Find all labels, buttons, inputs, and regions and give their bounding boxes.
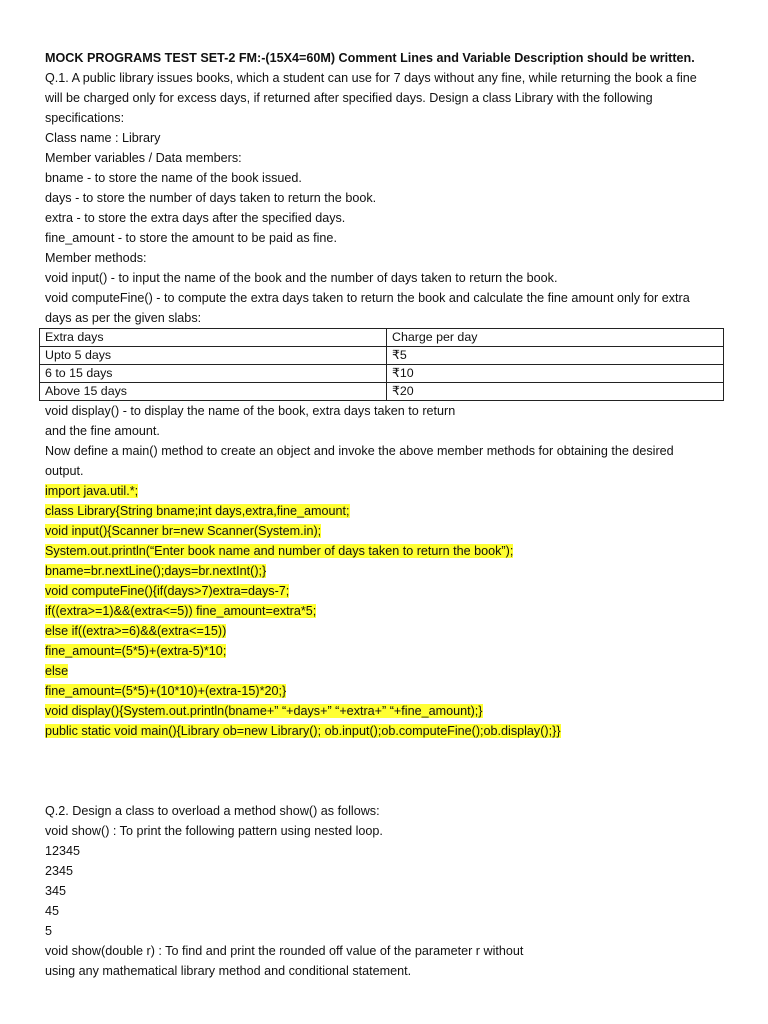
text-line-row <box>45 88 733 108</box>
text-line-row <box>45 421 733 441</box>
code-line: else if((extra>=6)&&(extra<=15)) <box>45 624 227 638</box>
table-header-row <box>40 329 724 347</box>
text-line: 345 <box>45 884 67 898</box>
q1-after-table <box>45 401 733 481</box>
text-line: output. <box>45 464 84 478</box>
text-line-row <box>45 441 733 461</box>
test-heading: MOCK PROGRAMS TEST SET-2 FM:-(15X4=60M) Comment Lines and Variable Description should be written. <box>45 51 695 65</box>
code-line-row <box>45 581 733 601</box>
code-line: class Library{String bname;int days,extra,fine_amount; <box>45 504 350 518</box>
text-line-row <box>45 308 733 328</box>
table-row <box>40 383 724 401</box>
text-line-row <box>45 268 733 288</box>
text-line: void show(double r) : To find and print the rounded off value of the parameter r without <box>45 944 524 958</box>
code-line: fine_amount=(5*5)+(extra-5)*10; <box>45 644 227 658</box>
text-line-row <box>45 401 733 421</box>
code-line: else <box>45 664 69 678</box>
code-line: bname=br.nextLine();days=br.nextInt();} <box>45 564 267 578</box>
text-line: extra - to store the extra days after the specified days. <box>45 211 346 225</box>
code-line-row <box>45 681 733 701</box>
text-line-row <box>45 228 733 248</box>
code-line-row <box>45 641 733 661</box>
text-line: 2345 <box>45 864 74 878</box>
text-line-row <box>45 921 733 941</box>
text-line: will be charged only for excess days, if returned after specified days. Design a class Library with the following <box>45 91 653 105</box>
text-line-row <box>45 841 733 861</box>
text-line-row <box>45 901 733 921</box>
code-line-row <box>45 621 733 641</box>
text-line-row <box>45 168 733 188</box>
table-cell: 6 to 15 days <box>40 365 387 383</box>
text-line-row <box>45 461 733 481</box>
table-header-cell: Charge per day <box>387 329 724 347</box>
text-line: 12345 <box>45 844 81 858</box>
q2-section <box>45 801 733 981</box>
text-line: 45 <box>45 904 60 918</box>
table-cell: ₹10 <box>387 365 724 383</box>
text-line: using any mathematical library method and conditional statement. <box>45 964 412 978</box>
table-row <box>40 347 724 365</box>
code-line: fine_amount=(5*5)+(10*10)+(extra-15)*20;} <box>45 684 287 698</box>
q1-code-answer <box>45 481 733 741</box>
text-line-row <box>45 288 733 308</box>
text-line: Q.2. Design a class to overload a method show() as follows: <box>45 804 380 818</box>
document-page <box>45 48 733 981</box>
text-line: fine_amount - to store the amount to be paid as fine. <box>45 231 337 245</box>
code-line-row <box>45 661 733 681</box>
table-row <box>40 365 724 383</box>
text-line-row <box>45 801 733 821</box>
text-line-row <box>45 941 733 961</box>
text-line-row <box>45 108 733 128</box>
text-line: days as per the given slabs: <box>45 311 202 325</box>
text-line: Member variables / Data members: <box>45 151 242 165</box>
code-line: System.out.println(“Enter book name and number of days taken to return the book”); <box>45 544 514 558</box>
text-line-row <box>45 128 733 148</box>
table-cell: Above 15 days <box>40 383 387 401</box>
code-line-row <box>45 601 733 621</box>
code-line-row <box>45 721 733 741</box>
text-line: Now define a main() method to create an object and invoke the above member methods for obtaining the desired <box>45 444 674 458</box>
text-line-row <box>45 208 733 228</box>
code-line-row <box>45 501 733 521</box>
text-line: void computeFine() - to compute the extra days taken to return the book and calculate the fine amount only for extra <box>45 291 690 305</box>
text-line: Q.1. A public library issues books, which a student can use for 7 days without any fine, while returning the book a fine <box>45 71 697 85</box>
text-line-row <box>45 861 733 881</box>
table-cell: ₹20 <box>387 383 724 401</box>
code-line: void input(){Scanner br=new Scanner(System.in); <box>45 524 322 538</box>
code-line-row <box>45 541 733 561</box>
text-line: void display() - to display the name of the book, extra days taken to return <box>45 404 456 418</box>
table-cell: Upto 5 days <box>40 347 387 365</box>
table-header-cell: Extra days <box>40 329 387 347</box>
text-line: and the fine amount. <box>45 424 160 438</box>
text-line: specifications: <box>45 111 125 125</box>
code-line-row <box>45 701 733 721</box>
text-line: bname - to store the name of the book issued. <box>45 171 302 185</box>
text-line-row <box>45 188 733 208</box>
text-line: 5 <box>45 924 53 938</box>
code-line: public static void main(){Library ob=new Library(); ob.input();ob.computeFine();ob.display();}} <box>45 724 561 738</box>
text-line-row <box>45 961 733 981</box>
text-line-row <box>45 821 733 841</box>
text-line: Class name : Library <box>45 131 161 145</box>
text-line: void input() - to input the name of the book and the number of days taken to return the book. <box>45 271 558 285</box>
code-line: void display(){System.out.println(bname+” “+days+” “+extra+” “+fine_amount);} <box>45 704 483 718</box>
code-line: if((extra>=1)&&(extra<=5)) fine_amount=extra*5; <box>45 604 317 618</box>
spacer <box>45 741 733 801</box>
code-line-row <box>45 521 733 541</box>
code-line: void computeFine(){if(days>7)extra=days-7; <box>45 584 290 598</box>
code-line: import java.util.*; <box>45 484 139 498</box>
code-line-row <box>45 481 733 501</box>
text-line-row <box>45 68 733 88</box>
table-cell: ₹5 <box>387 347 724 365</box>
text-line: void show() : To print the following pattern using nested loop. <box>45 824 383 838</box>
text-line-row <box>45 881 733 901</box>
code-line-row <box>45 561 733 581</box>
text-line-row <box>45 248 733 268</box>
q1-intro <box>45 68 733 328</box>
text-line: days - to store the number of days taken to return the book. <box>45 191 377 205</box>
text-line: Member methods: <box>45 251 147 265</box>
text-line-row <box>45 148 733 168</box>
fine-slab-table <box>39 328 724 401</box>
